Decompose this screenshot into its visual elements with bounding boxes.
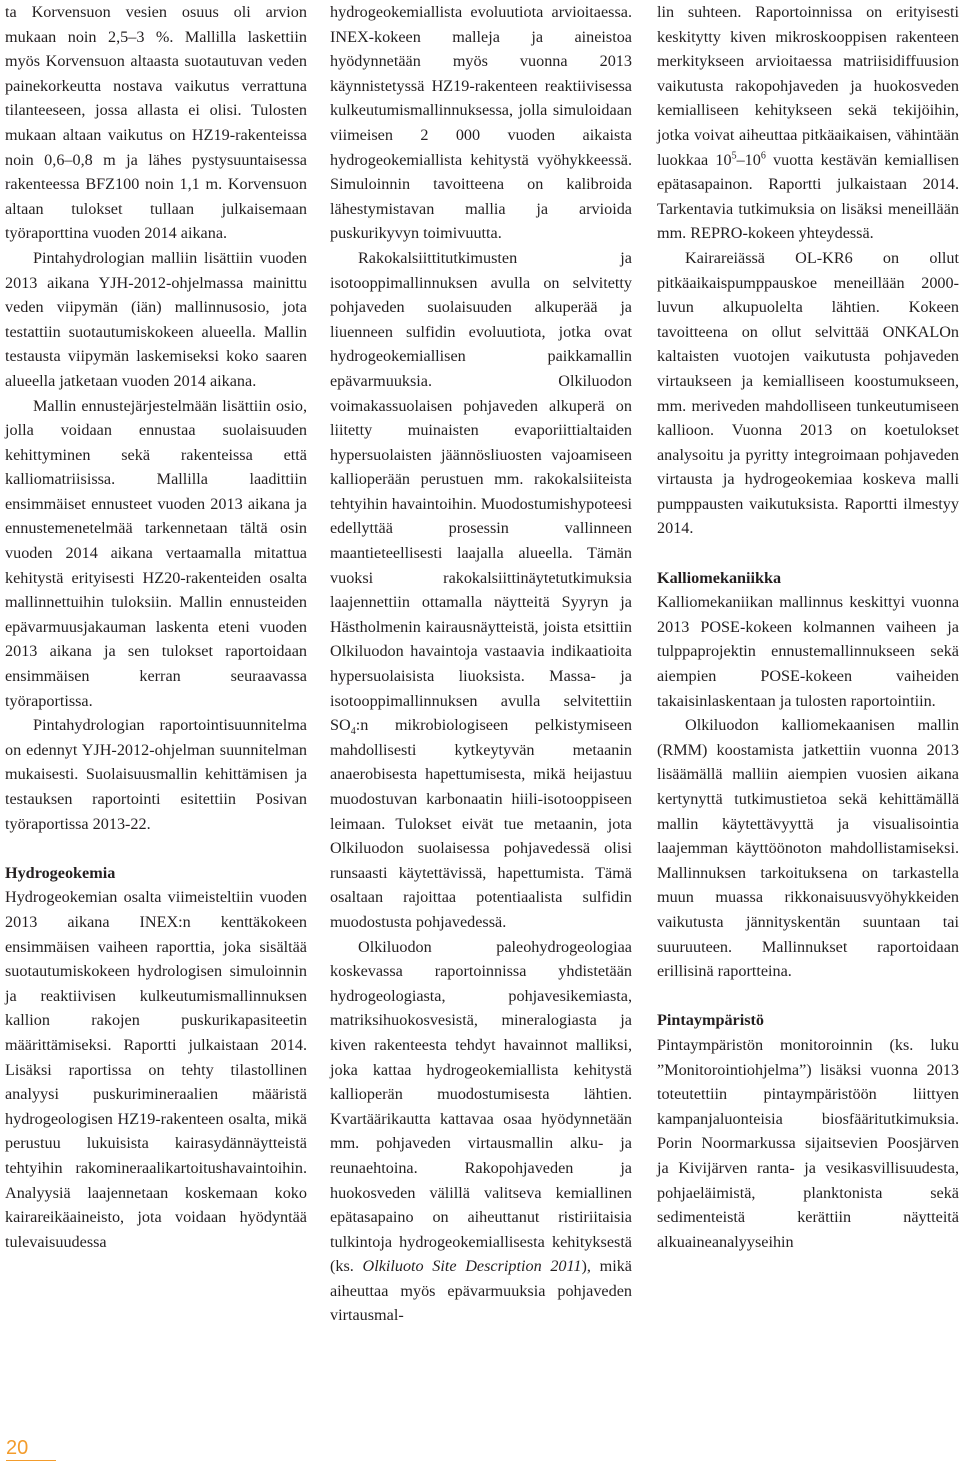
paragraph: Pintaympäristön monitoroinnin (ks. luku ”Monitorointiohjelma”) lisäksi vuonna 2013 toteutettiin pintaympäristöön liittyen kampanjaluonteisia biosfääritutkimuksia. Porin Noormarkussa sijaitsevien Poosjärven ja Kivijärven ranta- ja vesikasvillisuudesta, pohjaeläimistä, planktonista sekä sedimenteistä kerättiin näytteitä alkuaineanalyyseihin <box>657 1035 959 1251</box>
superscript: 6 <box>760 150 766 162</box>
paragraph: ta Korvensuon vesien osuus oli arvion mukaan noin 2,5–3 %. Mallilla laskettiin myös Korvensuon altaasta suotautuvan veden painekorkeutta nostava vaikutus verrattuna tilanteeseen, jossa allasta ei olisi. Tulosten mukaan altaan vaikutus on HZ19-rakenteissa noin 0,6–0,8 m ja lähes pystysuuntaisessa rakenteessa BFZ100 noin 1,1 m. Korvensuon altaan tulokset tullaan julkaisemaan työraporttina vuoden 2014 aikana. <box>5 3 307 243</box>
paragraph: Kalliomekaniikan mallinnus keskittyi vuonna 2013 POSE-kokeen kolmannen vaiheen ja tulppaprojektin ennustemallinnukseen sekä aiempien POSE-kokeen vaiheiden takaisinlaskentaan ja tulosten raportointiin. <box>657 593 959 710</box>
paragraph: Olkiluodon kalliomekaanisen mallin (RMM) koostamista jatkettiin vuonna 2013 lisäämällä malliin aiempien vuosien aikana kertynyttä tutkimustietoa sekä kehittämällä mallin käytettävyyttä ja visualisointia laajemman käyttöönoton mahdollistamiseksi. Mallinnuksen tarkoituksena on tarkastella muun muassa rikkonaisuusvyöhykkeiden vaikutusta jännityskentän suuntaan tai suuruuteen. Mallinnukset raportoidaan erillisinä raportteina. <box>657 716 959 981</box>
paragraph <box>330 935 632 1329</box>
paragraph-text: –10 <box>736 150 761 169</box>
paragraph <box>330 246 632 935</box>
paragraph-text: ), mikä aiheuttaa myös epävarmuuksia pohjaveden virtausmal- <box>330 1257 632 1325</box>
section-heading-pintaymparisto: Pintaympäristö <box>657 1011 765 1030</box>
paragraph: Pintahydrologian malliin lisättiin vuoden 2013 aikana YJH-2012-ohjelmassa mainittu veden viipymän (iän) mallinnusosio, jota testattiin suotautumiskokeen alueella. Mallin testausta viipymän laskemiseksi koko saaren alueella jatketaan vuoden 2014 aikana. <box>5 248 307 390</box>
text-column-1 <box>5 0 307 1254</box>
superscript: 5 <box>731 150 737 162</box>
paragraph: hydrogeokemiallista evoluutiota arvioitaessa. INEX-kokeen malleja ja aineistoa hyödynnetään myös vuonna 2013 käynnistetyssä HZ19-rakenteen reaktiivisessa kulkeutumismallinnuksessa, jolla simuloidaan viimeisen 2 000 vuoden aikaista hydrogeokemiallista kehitystä vyöhykkeessä. Simuloinnin tavoitteena on kalibroida lähestymistavan mallia ja arvioida puskurikyvyn toimivuutta. <box>330 3 632 243</box>
paragraph: Kairareiässä OL-KR6 on ollut pitkäaikaispumppauskoe meneillään 2000-luvun alkupuolelta lähtien. Kokeen tavoitteena on ollut selvittää ONKALOn kaltaisten vuotojen vaikutusta pohjaveden virtaukseen ja kemialliseen koostumukseen, mm. meriveden mahdolliseen tunkeutumiseen kallioon. Vuonna 2013 on koetulokset analysoitu ja pyritty integroimaan pohjaveden virtausta ja hydrogeokemiaa koskeva malli pumppausten vaikutuksista. Raportti ilmestyy 2014. <box>657 248 959 538</box>
section-heading-kalliomekaniikka: Kalliomekaniikka <box>657 568 782 587</box>
text-column-2 <box>330 0 632 1328</box>
paragraph-text: Rakokalsiittitutkimusten ja isotooppimallinnuksen avulla on selvitetty pohjaveden suolaisuuden alkuperää ja liuenneen sulfidin evoluutiota, jotka ovat hydrogeokemiallisen paikkamallin epävarmuuksia. Olkiluodon voimakassuolaisen pohjaveden alkuperä on liitetty muinaisten evaporiittialtaiden hypersuolaisten jäännösliuosten vajoamiseen kallioperään perustuen mm. rakokalsiiteista tehtyihin havaintoihin. Muodostumishypoteesi edellyttää prosessin vallinneen maantieteellisesti laajalla alueella. Tämän vuoksi rakokalsiittinäytetutkimuksia laajennettiin ottamalla näytteitä Syyryn ja Hästholmenin kairausnäytteistä, joista etsittiin Olkiluodon havaintoja vastaavia indikaatioita hypersuolaisista liuoksista. Massa- ja isotooppimallinnuksen avulla selvitettiin SO <box>330 248 632 735</box>
paragraph-text: :n mikrobiologiseen pelkistymiseen mahdollisesti kytkeytyvän metaanin anaerobisesta hapettumisesta, mikä heijastuu muodostuvan karbonaatin hiili-isotooppiseen leimaan. Tulokset eivät tue metaanin, jota Olkiluodon suolaisessa pohjavedessä olisi runsaasti käytettävissä, hapettumista. Tämä osaltaan rajoittaa potentiaalista sulfidin muodostusta pohjavedessä. <box>330 716 632 931</box>
paragraph <box>657 0 959 246</box>
italic-citation: Olkiluoto Site Description 2011 <box>362 1257 582 1276</box>
page-number: 20 <box>6 1438 56 1461</box>
paragraph-text: Olkiluodon paleohydrogeologiaa koskevassa raportoinnissa yhdistetään hydrogeologiasta, pohjavesikemiasta, matriksihuokosvesistä, mineralogiasta ja kiven rakenteesta tehdyt havainnot malliksi, joka kattaa hydrogeokemiallista kehitystä kallioperän muodostumisesta lähtien. Kvartäärikautta kattavaa osaa hyödynnetään mm. pohjaveden virtausmallin alku- ja reunaehtoina. Rakopohjaveden ja huokosveden välillä valitseva kemiallinen epätasapaino on aiheuttanut ristiriitaisia tulkintoja hydrogeokemiallisesta kehityksestä (ks. <box>330 937 632 1276</box>
paragraph-text: lin suhteen. Raportoinnissa on erityisesti keskitytty kiven mikroskooppisen rakenteen merkitykseen arvioitaessa matriisidiffuusion vaikutusta rakopohjaveden ja huokosveden kemialliseen kehitykseen sekä tekijöihin, jotka voivat aiheuttaa pitkäaikaisen, vähintään luokkaa 10 <box>657 3 959 169</box>
paragraph: Pintahydrologian raportointisuunnitelma on edennyt YJH-2012-ohjelman suunnitelman mukaisesti. Suolaisuusmallin kehittämisen ja testauksen raportointi esitettiin Posivan työraportissa 2013-22. <box>5 716 307 833</box>
paragraph: Mallin ennustejärjestelmään lisättiin osio, jolla voidaan ennustaa suolaisuuden kehittyminen sekä rakenteissa että kalliomatriisissa. Mallilla laadittiin ensimmäiset ennusteet vuoden 2013 aikana ja ennustemenetelmää tarkennetaan tältä osin vuoden 2014 aikana vertaamalla mitattua kehitystä erityisesti HZ20-rakenteiden osalta mallinnettuihin tuloksiin. Mallin ennusteiden epävarmuusjakauman laskenta eteni vuoden 2013 aikana ja sen tulokset raportoidaan ensimmäisen kerran seuraavassa työraportissa. <box>5 396 307 710</box>
text-column-3 <box>657 0 959 1254</box>
paragraph-text: vuotta kestävän kemiallisen epätasapainon. Raportti julkaistaan 2014. Tarkentavia tutkimuksia on lisäksi meneillään mm. REPRO-kokeen yhteydessä. <box>657 150 959 243</box>
subscript: 4 <box>350 726 356 738</box>
paragraph: Hydrogeokemian osalta viimeisteltiin vuoden 2013 aikana INEX:n kenttäkokeen ensimmäisen vaiheen raporttia, joka sisältää suotautumiskokeen hydrologisen simuloinnin ja reaktiivisen kulkeutumismallinnuksen kallion rakojen puskurikapasiteetin määrittämiseksi. Raportti julkaistaan 2014. Lisäksi raportissa on tehty tilastollinen analyysi puskurimineraalien määristä hydrogeologisen HZ19-rakenteen osalta, mikä perustuu lukuisista kairasydännäytteistä tehtyihin rakomineraalikartoitushavaintoihin. Analyysiä laajennetaan koskemaan koko kairareikäaineisto, jota voidaan hyödyntää tulevaisuudessa <box>5 888 307 1251</box>
section-heading-hydrogeokemia: Hydrogeokemia <box>5 863 116 882</box>
